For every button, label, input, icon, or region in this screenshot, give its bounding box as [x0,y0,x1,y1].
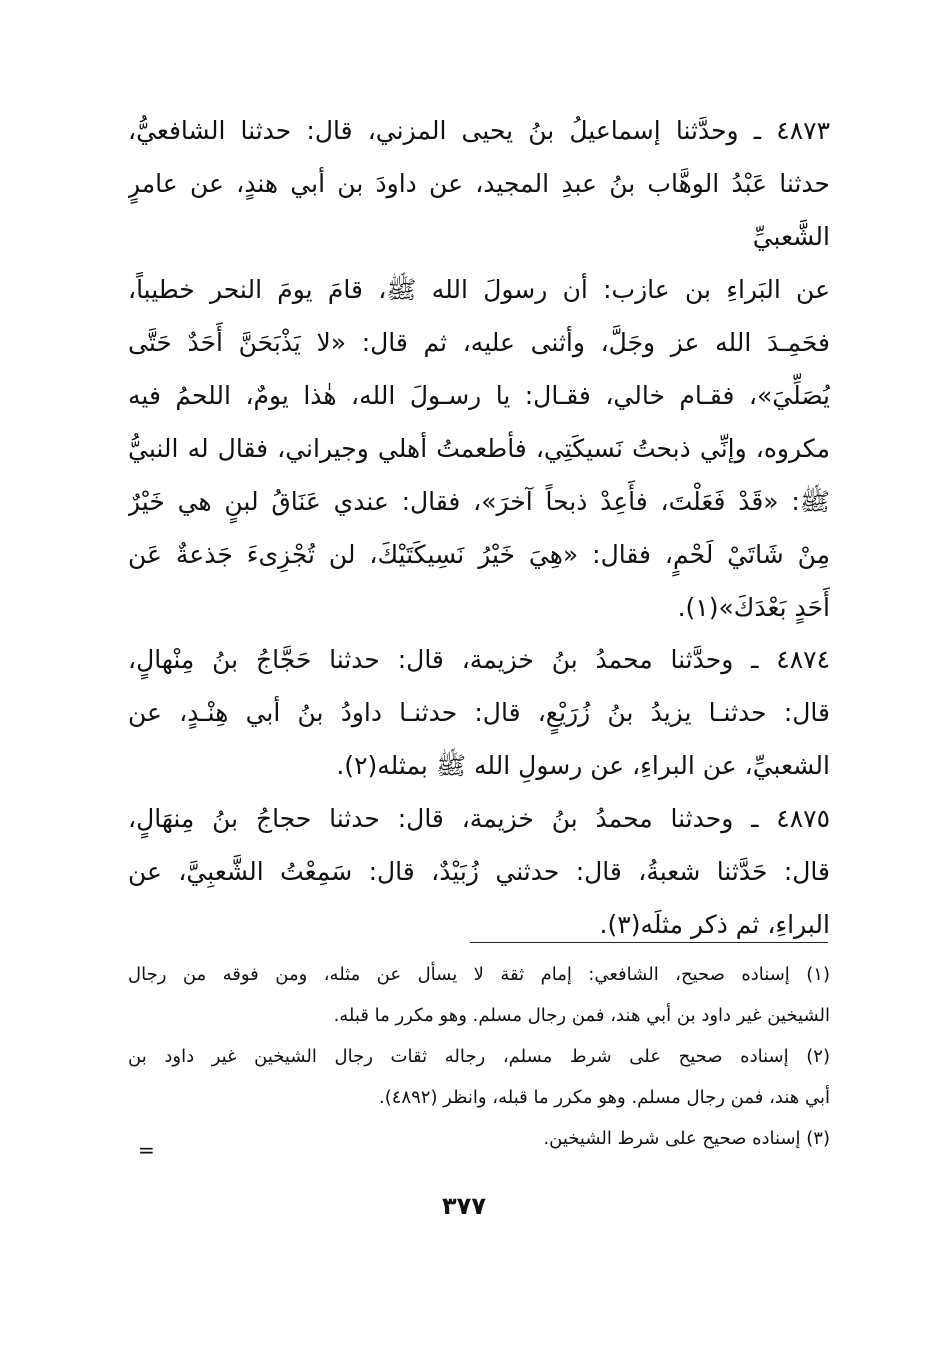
footnote-line: أبي هند، فمن رجال مسلم. وهو مكرر ما قبله، وانظر (٤٨٩٢). [379,1087,830,1108]
page-number: ٣٧٧ [442,1192,486,1220]
hadith-4874 [128,633,830,792]
text-line: الشعبيِّ، عن البراءِ، عن رسولِ الله ﷺ بمثله(٢). [336,751,830,780]
text-line: ٤٨٧٥ ـ وحدثنا محمدُ بنُ خزيمة، قال: حدثنا حجاجُ بنُ مِنهَالٍ، [128,804,830,833]
footnote-line: (٣) إسناده صحيح على شرط الشيخين. [543,1128,830,1149]
text-line: فحَمِـدَ الله عز وجَلَّ، وأثنى عليه، ثم قال: «لا يَذْبَحَنَّ أَحَدٌ حَتَّى [128,328,830,357]
footnote-line: الشيخين غير داود بن أبي هند، فمن رجال مسلم. وهو مكرر ما قبله. [333,1005,830,1026]
text-line: ٤٨٧٤ ـ وحدَّثنا محمدُ بنُ خزيمة، قال: حدثنا حَجَّاجُ بنُ مِنْهالٍ، [128,645,830,674]
footnote-divider [470,942,828,943]
footnote-line: (٢) إسناده صحيح على شرط مسلم، رجاله ثقات رجال الشيخين غير داود بن [128,1046,830,1067]
hadith-4875 [128,792,830,951]
footnote-line: (١) إسناده صحيح، الشافعي: إمام ثقة لا يسأل عن مثله، ومن فوقه من رجال [128,964,830,985]
text-line: ٤٨٧٣ ـ وحدَّثنا إسماعيلُ بنُ يحيى المزني، قال: حدثنا الشافعيُّ، [128,116,830,145]
hadith-4873-matn [128,263,830,634]
text-line: حدثنا عَبْدُ الوهَّاب بنُ عبدِ المجيد، عن داودَ بن أبي هندٍ، عن عامرٍ [128,169,830,198]
text-line: ﷺ: «قَدْ فَعَلْتَ، فأَعِدْ ذبحاً آخرَ»، فقال: عندي عَنَاقُ لبنٍ هي خَيْرٌ [128,487,830,516]
text-line: مِنْ شَاتَيْ لَحْمٍ، فقال: «هِيَ خَيْرُ نَسِيكَتَيْكَ، لن تُجْزِىءَ جَذعةٌ عَن [128,540,830,569]
text-line: قال: حدثنـا يزيدُ بنُ زُرَيْعٍ، قال: حدثنـا داودُ بنُ أبي هِنْـدٍ، عن [128,698,830,727]
text-line: قال: حَدَّثنا شعبةُ، قال: حدثني زُبَيْدٌ، قال: سَمِعْتُ الشَّعبِيَّ، عن [128,857,830,886]
text-line: مكروه، وإنِّي ذبحتُ نَسيكَتِي، فأطعمتُ أهلي وجيراني، فقال له النبيُّ [128,434,830,463]
text-line: عن البَراءِ بن عازب: أن رسولَ الله ﷺ، قامَ يومَ النحر خطيباً، [128,275,830,304]
text-line: أَحَدٍ بَعْدَكَ»(١). [677,593,830,622]
footnotes [128,954,830,1162]
footnote-continuation-mark: = [138,1138,155,1162]
text-line: البراءِ، ثم ذكر مثلَه(٣). [599,910,830,939]
text-line: الشَّعبيِّ [752,222,830,251]
hadith-4873-isnad [128,104,830,263]
text-line: يُصَلِّيَ»، فقـام خالي، فقـال: يا رسـولَ الله، هٰذا يومٌ، اللحمُ فيه [128,381,830,410]
